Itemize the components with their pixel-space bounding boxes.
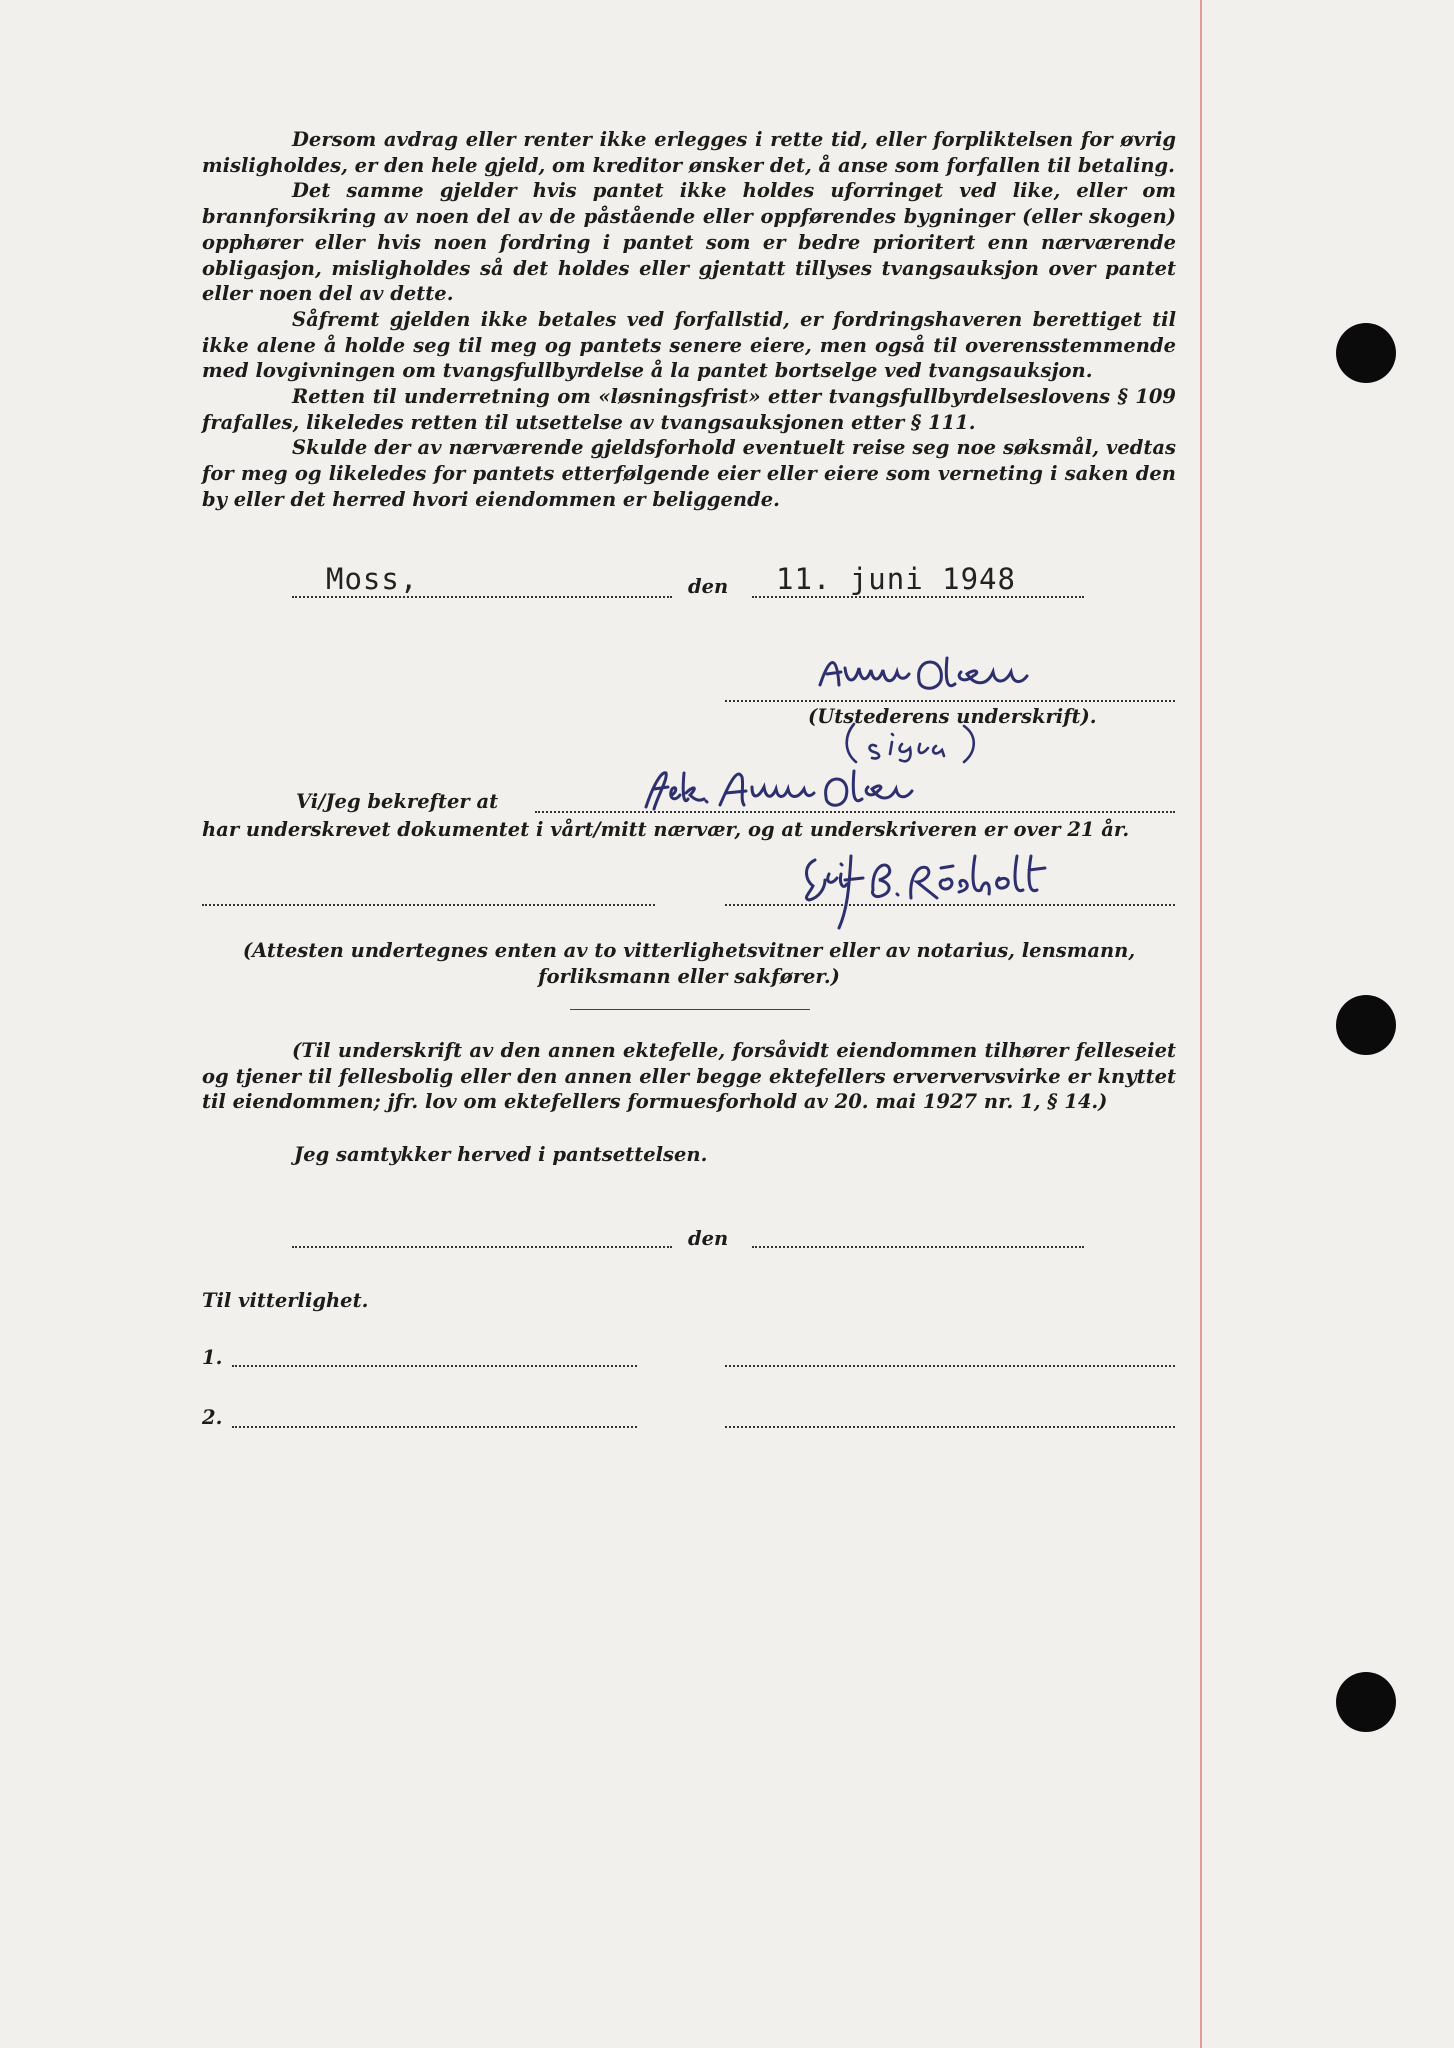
issuer-signature [815, 650, 1040, 700]
witness-1-line-right [725, 1365, 1175, 1367]
punch-hole [1336, 1672, 1396, 1732]
confirm-text: har underskrevet dokumentet i vårt/mitt nærvær, og at underskriveren er over 21 år. [202, 818, 1130, 841]
den-label: den [688, 575, 729, 598]
date-line [752, 596, 1084, 598]
place-line [292, 596, 672, 598]
legal-text [202, 127, 1176, 513]
date-line-2 [752, 1246, 1084, 1248]
place-line-2 [292, 1246, 672, 1248]
spouse-note: (Til underskrift av den annen ektefelle, forsåvidt eiendommen tilhører felleseiet og tjener til fellesbolig eller den annen eller begge ektefellers erververvsvirke er knyttet til eiendommen; jfr. lov om ektefellers formuesforhold av 20. mai 1927 nr. 1, § 14.) [202, 1039, 1176, 1114]
den-label-2: den [688, 1227, 729, 1250]
issuer-caption: (Utstederens underskrift). [808, 705, 1097, 728]
separator-line [570, 1009, 810, 1010]
spouse-note-block [202, 1038, 1176, 1115]
witness-1-line-left [232, 1365, 637, 1367]
margin-rule [1200, 0, 1202, 2048]
confirmed-name-signature [640, 765, 940, 815]
issuer-signature-line [725, 700, 1175, 702]
paragraph-3: Såfremt gjelden ikke betales ved forfallstid, er fordringshaveren berettiget til ikke alene å holde seg til meg og pantets senere eiere, men også til overensstemmende med lovgivningen om tvangsfullbyrdelse å la pantet bortselge ved tvangsauksjon. [202, 307, 1176, 383]
witness-number-2: 2. [202, 1406, 223, 1429]
witness-2-line-left [232, 1426, 637, 1428]
place-field: Moss, [326, 562, 419, 596]
punch-hole [1336, 323, 1396, 383]
witness-heading: Til vitterlighet. [202, 1289, 369, 1312]
witness-number-1: 1. [202, 1346, 223, 1369]
paragraph-4: Retten til underretning om «løsningsfrist» etter tvangsfullbyrdelseslovens § 109 frafalles, likeledes retten til utsettelse av tvangsauksjonen etter § 111. [202, 385, 1176, 434]
date-field: 11. juni 1948 [776, 562, 1016, 596]
witness-signature [795, 850, 1075, 930]
attest-note: (Attesten undertegnes enten av to vitterlighetsvitner eller av notarius, lensmann, forliksmann eller sakfører.) [242, 939, 1136, 988]
consent-text: Jeg samtykker herved i pantsettelsen. [294, 1143, 708, 1166]
witness-line-left [202, 904, 655, 906]
punch-hole [1336, 995, 1396, 1055]
paragraph-2: Det samme gjelder hvis pantet ikke holdes uforringet ved like, eller om brannforsikring av noen del av de påstående eller oppførendes bygninger (eller skogen) opphører eller hvis noen fordring i pantet som er bedre prioritert enn nærværende obligasjon, misligholdes så det holdes eller gjentatt tillyses tvangsauksjon over pantet eller noen del av dette. [202, 179, 1176, 306]
paragraph-1: Dersom avdrag eller renter ikke erlegges i rette tid, eller forpliktelsen for øvrig misligholdes, er den hele gjeld, om kreditor ønsker det, å anse som forfallen til betaling. [202, 128, 1176, 177]
sign-note [836, 720, 996, 764]
witness-2-line-right [725, 1426, 1175, 1428]
paragraph-5: Skulde der av nærværende gjeldsforhold eventuelt reise seg noe søksmål, vedtas for meg og likeledes for pantets etterfølgende eier eller eiere som verneting i saken den by eller det herred hvori eiendommen er beliggende. [202, 436, 1176, 511]
confirm-label: Vi/Jeg bekrefter at [296, 790, 499, 813]
